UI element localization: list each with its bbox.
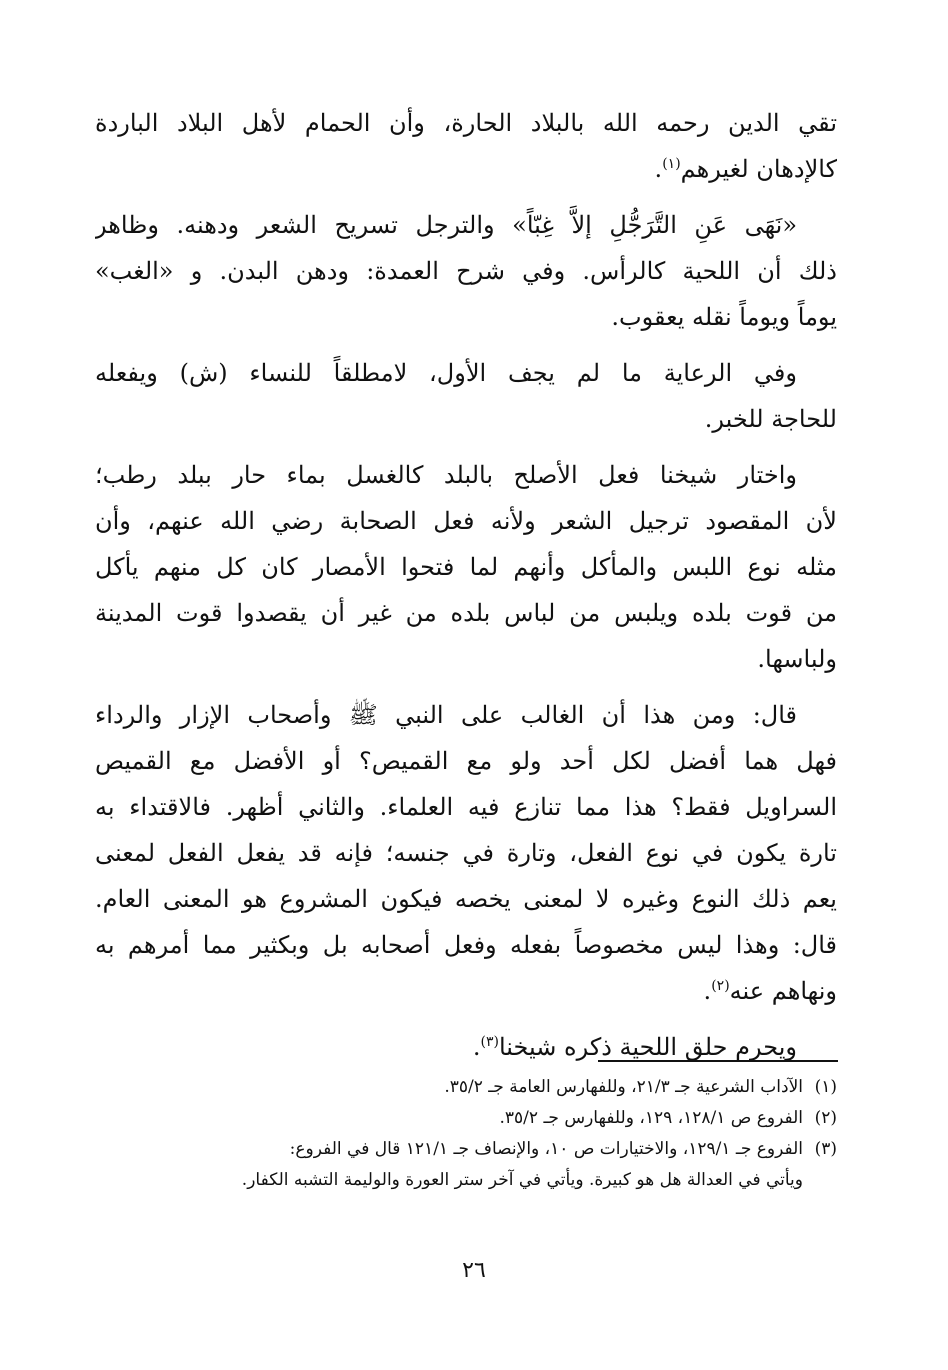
footnote-3 xyxy=(95,1134,837,1196)
text-line: يوماً ويوماً نقله يعقوب. xyxy=(611,303,837,331)
paragraph-4 xyxy=(95,452,837,682)
page-number: ٢٦ xyxy=(462,1258,486,1283)
footnote-1 xyxy=(95,1072,837,1103)
text-line xyxy=(95,1024,837,1070)
footnote-ref-2[interactable]: (٢) xyxy=(711,978,730,994)
text-line xyxy=(95,146,837,192)
text-line: من قوت بلده ويلبس من لباس بلده من غير أن يقصدوا قوت المدينة xyxy=(95,599,837,627)
punctuation: . xyxy=(472,1033,481,1061)
text-line: تارة يكون في نوع الفعل، وتارة في جنسه؛ فإنه قد يفعل الفعل لمعنى xyxy=(95,839,837,867)
text-line: «نَهَى عَنِ التَّرَجُّلِ إلاَّ غِبّاً» والترجل تسريح الشعر ودهنه. وظاهر xyxy=(95,211,797,239)
text-line: قال: ومن هذا أن الغالب على النبي ﷺ وأصحاب الإزار والرداء xyxy=(95,701,797,729)
text-line xyxy=(95,968,837,1014)
text-line: تقي الدين رحمه الله بالبلاد الحارة، وأن الحمام لأهل البلاد الباردة xyxy=(95,109,837,137)
footnote-line: الآداب الشرعية جـ ٢١/٣، وللفهارس العامة جـ ٣٥/٢. xyxy=(444,1077,803,1097)
footnote-line: الفروع جـ ١٢٩/١، والاختيارات ص ١٠، والإنصاف جـ ١٢١/١ قال في الفروع: xyxy=(289,1139,803,1159)
footnote-number: (٢) xyxy=(814,1108,837,1128)
text-line: لأن المقصود ترجيل الشعر ولأنه فعل الصحابة رضي الله عنهم، وأن xyxy=(95,507,837,535)
text-line: ولباسها. xyxy=(757,645,837,673)
text-line: قال: وهذا ليس مخصوصاً بفعله وفعل أصحابه بل وبكثير مما أمرهم به xyxy=(95,931,837,959)
paragraph-1 xyxy=(95,100,837,192)
text-fragment: ونهاهم عنه xyxy=(729,977,837,1005)
punctuation: . xyxy=(703,977,712,1005)
footnotes xyxy=(95,1072,837,1196)
paragraph-6 xyxy=(95,1024,837,1070)
text-fragment: ويحرم حلق اللحية ذكره شيخنا xyxy=(498,1033,797,1061)
footnote-text xyxy=(95,1103,803,1134)
footnote-text xyxy=(95,1134,803,1196)
paragraph-2 xyxy=(95,202,837,340)
punctuation: . xyxy=(654,155,663,183)
text-line: للحاجة للخبر. xyxy=(704,405,837,433)
paragraph-3 xyxy=(95,350,837,442)
footnote-line: ويأتي في العدالة هل هو كبيرة. ويأتي في آخر ستر العورة والوليمة التشبه الكفار. xyxy=(241,1170,803,1190)
text-fragment: كالإدهان لغيرهم xyxy=(680,155,837,183)
text-line: ذلك أن اللحية كالرأس. وفي شرح العمدة: ودهن البدن. و «الغب» xyxy=(95,257,837,285)
text-line: فهل هما أفضل لكل أحد ولو مع القميص؟ أو الأفضل مع القميص xyxy=(95,747,837,775)
footnote-ref-3[interactable]: (٣) xyxy=(480,1034,499,1050)
footnote-ref-1[interactable]: (١) xyxy=(662,156,681,172)
footnote-line: الفروع ص ١٢٨/١، ١٢٩، وللفهارس جـ ٣٥/٢. xyxy=(499,1108,803,1128)
footnote-2 xyxy=(95,1103,837,1134)
text-line: واختار شيخنا فعل الأصلح بالبلد كالغسل بماء حار ببلد رطب؛ xyxy=(95,461,797,489)
footnote-text xyxy=(95,1072,803,1103)
paragraph-5 xyxy=(95,692,837,1014)
footnote-separator xyxy=(598,1060,838,1062)
page-body xyxy=(95,100,837,1080)
text-line: مثله نوع اللبس والمأكل وأنهم لما فتحوا الأمصار كان كل منهم يأكل xyxy=(95,553,837,581)
footnote-number: (٣) xyxy=(814,1139,837,1159)
text-line: يعم ذلك النوع وغيره لا لمعنى يخصه فيكون المشروع هو المعنى العام. xyxy=(95,885,837,913)
text-line: وفي الرعاية ما لم يجف الأول، لامطلقاً للنساء (ش) ويفعله xyxy=(95,359,797,387)
footnote-number: (١) xyxy=(814,1077,837,1097)
text-line: السراويل فقط؟ هذا مما تنازع فيه العلماء. والثاني أظهر. فالاقتداء به xyxy=(95,793,837,821)
